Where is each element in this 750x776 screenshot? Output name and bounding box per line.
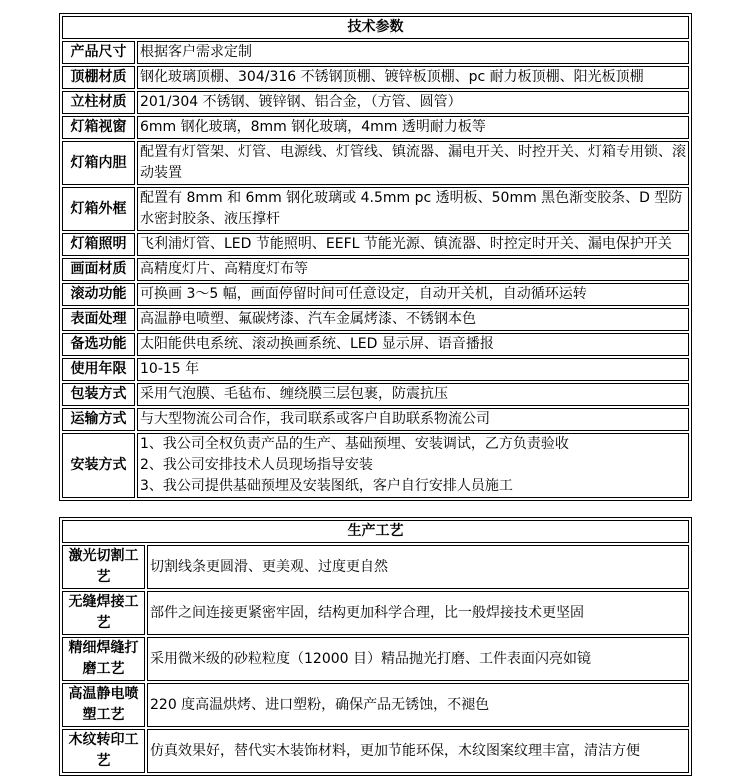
- row-value: 配置有 8mm 和 6mm 钢化玻璃或 4.5mm pc 透明板、50mm 黑色渐变胶条、D 型防水密封胶条、液压撑杆: [137, 187, 689, 231]
- row-label: 灯箱照明: [62, 233, 135, 256]
- table-row: [62, 308, 689, 331]
- table-row: [62, 41, 689, 64]
- row-value: 飞利浦灯管、LED 节能照明、EEFL 节能光源、镇流器、时控定时开关、漏电保护开关: [137, 233, 689, 256]
- table-row: [62, 66, 689, 89]
- row-label: 滚动功能: [62, 283, 135, 306]
- row-value: 切割线条更圆滑、更美观、过度更自然: [147, 545, 689, 589]
- table-row: [62, 358, 689, 381]
- table-row: [62, 233, 689, 256]
- table-row: [62, 116, 689, 139]
- table-row: [62, 187, 689, 231]
- table-row: [62, 545, 689, 589]
- table-row: [62, 141, 689, 185]
- row-value: 高精度灯片、高精度灯布等: [137, 258, 689, 281]
- table-row: [62, 91, 689, 114]
- table-row: [62, 258, 689, 281]
- row-label: 产品尺寸: [62, 41, 135, 64]
- row-value: 配置有灯管架、灯管、电源线、灯管线、镇流器、漏电开关、时控开关、灯箱专用锁、滚动装置: [137, 141, 689, 185]
- table-header-row: [62, 520, 689, 543]
- table-row: [62, 433, 689, 498]
- row-label: 运输方式: [62, 408, 135, 431]
- table-header-row: [62, 16, 689, 39]
- row-value: 太阳能供电系统、滚动换画系统、LED 显示屏、语音播报: [137, 333, 689, 356]
- row-value: 可换画 3～5 幅，画面停留时间可任意设定，自动开关机，自动循环运转: [137, 283, 689, 306]
- row-label: 顶棚材质: [62, 66, 135, 89]
- row-label: 包装方式: [62, 383, 135, 406]
- row-value: 采用气泡膜、毛毡布、缠绕膜三层包裹，防震抗压: [137, 383, 689, 406]
- row-value: [137, 433, 689, 498]
- row-value: 钢化玻璃顶棚、304/316 不锈钢顶棚、镀锌板顶棚、pc 耐力板顶棚、阳光板顶棚: [137, 66, 689, 89]
- install-line: 1、我公司全权负责产品的生产、基础预埋、安装调试，乙方负责验收: [140, 436, 569, 452]
- table-row: [62, 637, 689, 681]
- row-value: 220 度高温烘烤、进口塑粉，确保产品无锈蚀，不褪色: [147, 683, 689, 727]
- row-value: 与大型物流公司合作，我司联系或客户自助联系物流公司: [137, 408, 689, 431]
- row-value: 仿真效果好，替代实木装饰材料，更加节能环保，木纹图案纹理丰富，清洁方便: [147, 729, 689, 773]
- row-label: 备选功能: [62, 333, 135, 356]
- row-value: 部件之间连接更紧密牢固，结构更加科学合理，比一般焊接技术更坚固: [147, 591, 689, 635]
- row-label: 立柱材质: [62, 91, 135, 114]
- row-value: 201/304 不锈钢、镀锌钢、铝合金，（方管、圆管）: [137, 91, 689, 114]
- row-value: 6mm 钢化玻璃，8mm 钢化玻璃，4mm 透明耐力板等: [137, 116, 689, 139]
- table-title: 技术参数: [62, 16, 689, 39]
- row-label: 灯箱外框: [62, 187, 135, 231]
- row-value: 高温静电喷塑、氟碳烤漆、汽车金属烤漆、不锈钢本色: [137, 308, 689, 331]
- table-row: [62, 283, 689, 306]
- row-label: 无缝焊接工艺: [62, 591, 145, 635]
- row-value: 10-15 年: [137, 358, 689, 381]
- row-label: 高温静电喷塑工艺: [62, 683, 145, 727]
- row-label: 画面材质: [62, 258, 135, 281]
- row-label: 灯箱内胆: [62, 141, 135, 185]
- table-row: [62, 683, 689, 727]
- row-value: 采用微米级的砂粒粒度（12000 目）精品抛光打磨、工件表面闪亮如镜: [147, 637, 689, 681]
- row-label: 使用年限: [62, 358, 135, 381]
- row-label: 灯箱视窗: [62, 116, 135, 139]
- tech-params-table: [59, 13, 692, 501]
- row-label: 安装方式: [62, 433, 135, 498]
- table-title: 生产工艺: [62, 520, 689, 543]
- install-line: 3、我公司提供基础预埋及安装图纸，客户自行安排人员施工: [140, 478, 513, 494]
- table-row: [62, 383, 689, 406]
- production-craft-table: [59, 517, 692, 776]
- row-value: 根据客户需求定制: [137, 41, 689, 64]
- row-label: 精细焊缝打磨工艺: [62, 637, 145, 681]
- row-label: 激光切割工艺: [62, 545, 145, 589]
- row-label: 表面处理: [62, 308, 135, 331]
- install-line: 2、我公司安排技术人员现场指导安装: [140, 457, 373, 473]
- table-row: [62, 729, 689, 773]
- table-row: [62, 333, 689, 356]
- table-row: [62, 591, 689, 635]
- table-row: [62, 408, 689, 431]
- row-label: 木纹转印工艺: [62, 729, 145, 773]
